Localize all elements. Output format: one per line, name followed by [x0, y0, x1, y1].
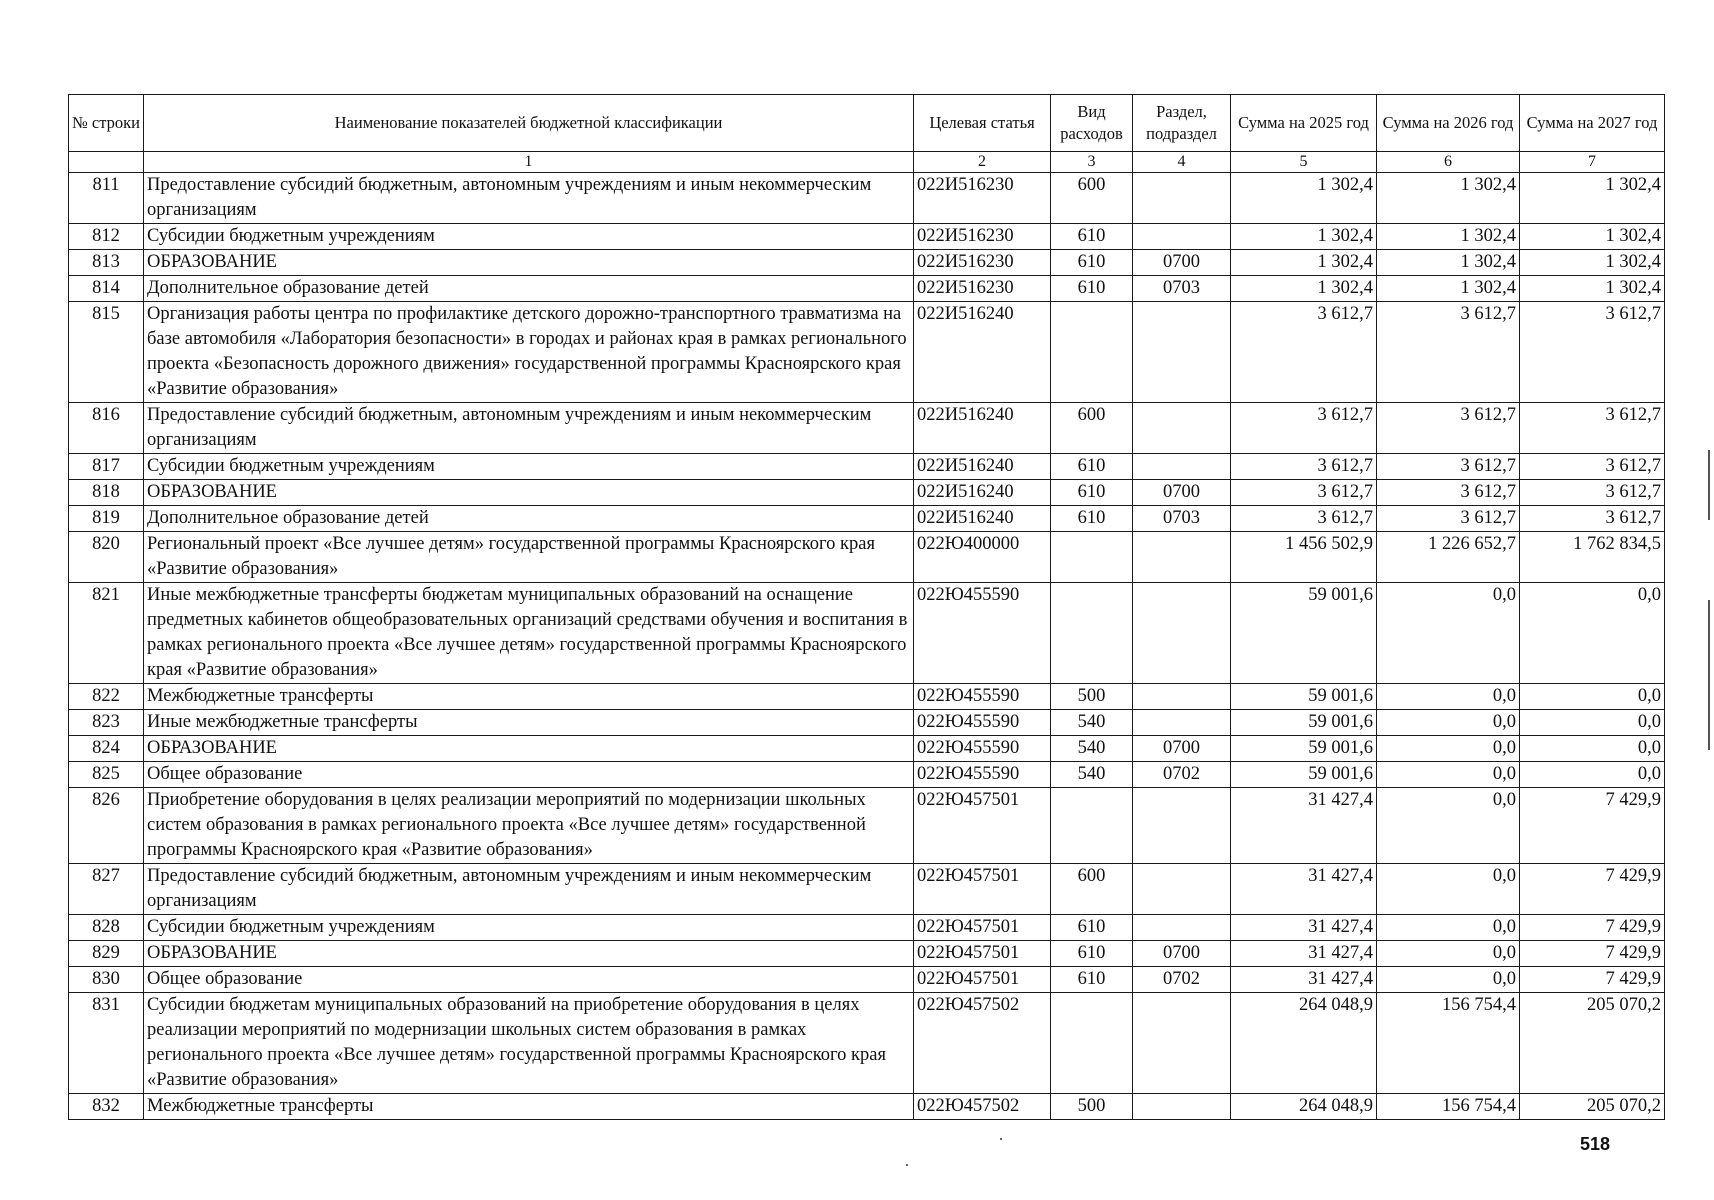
indicator-name: Субсидии бюджетным учреждениям	[144, 454, 914, 480]
expense-type: 500	[1051, 1094, 1133, 1120]
table-row	[69, 736, 1665, 762]
section-code	[1133, 532, 1231, 583]
table-row	[69, 710, 1665, 736]
sum-2027: 1 302,4	[1520, 276, 1665, 302]
header-sum-2026: Сумма на 2026 год	[1377, 95, 1520, 152]
expense-type: 610	[1051, 276, 1133, 302]
expense-type: 610	[1051, 506, 1133, 532]
target-article: 022И516240	[914, 302, 1051, 403]
column-number: 3	[1051, 152, 1133, 173]
sum-2027: 3 612,7	[1520, 454, 1665, 480]
sum-2026: 0,0	[1377, 710, 1520, 736]
expense-type: 610	[1051, 941, 1133, 967]
column-number: 2	[914, 152, 1051, 173]
target-article: 022Ю457501	[914, 941, 1051, 967]
target-article: 022И516230	[914, 276, 1051, 302]
row-number: 818	[69, 480, 144, 506]
indicator-name: Иные межбюджетные трансферты	[144, 710, 914, 736]
table-row	[69, 864, 1665, 915]
indicator-name: Общее образование	[144, 967, 914, 993]
section-code	[1133, 224, 1231, 250]
sum-2027: 0,0	[1520, 710, 1665, 736]
target-article: 022Ю457501	[914, 915, 1051, 941]
sum-2027: 205 070,2	[1520, 1094, 1665, 1120]
column-number: 4	[1133, 152, 1231, 173]
table-row	[69, 276, 1665, 302]
indicator-name: Субсидии бюджетным учреждениям	[144, 915, 914, 941]
sum-2027: 0,0	[1520, 583, 1665, 684]
column-number: 1	[144, 152, 914, 173]
table-row	[69, 967, 1665, 993]
target-article: 022Ю457501	[914, 788, 1051, 864]
sum-2027: 1 302,4	[1520, 250, 1665, 276]
indicator-name: Организация работы центра по профилактике детского дорожно-транспортного травматизма на базе автомобиля «Лаборатория безопасности» в городах и районах края в рамках регионального проекта «Безопасность дорожного движения» государственной программы Красноярского края «Развитие образования»	[144, 302, 914, 403]
table-row	[69, 250, 1665, 276]
column-number: 5	[1231, 152, 1377, 173]
row-number: 817	[69, 454, 144, 480]
sum-2025: 264 048,9	[1231, 993, 1377, 1094]
target-article: 022Ю455590	[914, 583, 1051, 684]
section-code	[1133, 915, 1231, 941]
sum-2026: 0,0	[1377, 941, 1520, 967]
sum-2025: 1 302,4	[1231, 173, 1377, 224]
row-number: 829	[69, 941, 144, 967]
section-code	[1133, 454, 1231, 480]
row-number: 822	[69, 684, 144, 710]
sum-2026: 0,0	[1377, 915, 1520, 941]
table-header-row	[69, 95, 1665, 152]
target-article: 022Ю457502	[914, 1094, 1051, 1120]
sum-2026: 3 612,7	[1377, 302, 1520, 403]
column-number: 7	[1520, 152, 1665, 173]
expense-type: 610	[1051, 967, 1133, 993]
target-article: 022И516240	[914, 403, 1051, 454]
sum-2026: 0,0	[1377, 967, 1520, 993]
section-code: 0700	[1133, 250, 1231, 276]
sum-2027: 0,0	[1520, 684, 1665, 710]
sum-2026: 3 612,7	[1377, 480, 1520, 506]
expense-type: 600	[1051, 864, 1133, 915]
indicator-name: Иные межбюджетные трансферты бюджетам муниципальных образований на оснащение предметных кабинетов общеобразовательных организаций средствами обучения и воспитания в рамках регионального проекта «Все лучшее детям» государственной программы Красноярского края «Развитие образования»	[144, 583, 914, 684]
row-number: 828	[69, 915, 144, 941]
section-code	[1133, 583, 1231, 684]
section-code: 0700	[1133, 941, 1231, 967]
scan-edge-mark	[1708, 600, 1710, 750]
sum-2026: 156 754,4	[1377, 1094, 1520, 1120]
section-code	[1133, 403, 1231, 454]
indicator-name: ОБРАЗОВАНИЕ	[144, 480, 914, 506]
row-number: 827	[69, 864, 144, 915]
table-body	[69, 173, 1665, 1120]
row-number: 815	[69, 302, 144, 403]
sum-2025: 1 302,4	[1231, 276, 1377, 302]
sum-2026: 1 302,4	[1377, 224, 1520, 250]
indicator-name: Региональный проект «Все лучшее детям» государственной программы Красноярского края «Развитие образования»	[144, 532, 914, 583]
sum-2026: 3 612,7	[1377, 506, 1520, 532]
expense-type	[1051, 583, 1133, 684]
target-article: 022И516240	[914, 454, 1051, 480]
row-number: 811	[69, 173, 144, 224]
expense-type: 540	[1051, 736, 1133, 762]
indicator-name: Субсидии бюджетам муниципальных образований на приобретение оборудования в целях реализации мероприятий по модернизации школьных систем образования в рамках регионального проекта «Все лучшее детям» государственной программы Красноярского края «Развитие образования»	[144, 993, 914, 1094]
sum-2027: 3 612,7	[1520, 506, 1665, 532]
section-code: 0700	[1133, 736, 1231, 762]
expense-type: 500	[1051, 684, 1133, 710]
expense-type: 540	[1051, 710, 1133, 736]
table-row	[69, 788, 1665, 864]
indicator-name: Общее образование	[144, 762, 914, 788]
expense-type	[1051, 788, 1133, 864]
sum-2027: 7 429,9	[1520, 967, 1665, 993]
target-article: 022Ю457501	[914, 864, 1051, 915]
sum-2027: 0,0	[1520, 762, 1665, 788]
expense-type	[1051, 532, 1133, 583]
column-number-empty	[69, 152, 144, 173]
sum-2027: 1 762 834,5	[1520, 532, 1665, 583]
sum-2027: 7 429,9	[1520, 788, 1665, 864]
row-number: 821	[69, 583, 144, 684]
indicator-name: ОБРАЗОВАНИЕ	[144, 736, 914, 762]
table-row	[69, 506, 1665, 532]
sum-2026: 1 302,4	[1377, 250, 1520, 276]
sum-2025: 59 001,6	[1231, 583, 1377, 684]
expense-type	[1051, 302, 1133, 403]
row-number: 820	[69, 532, 144, 583]
table-row	[69, 915, 1665, 941]
header-expense-type: Вид расходов	[1051, 95, 1133, 152]
header-sum-2025: Сумма на 2025 год	[1231, 95, 1377, 152]
sum-2026: 0,0	[1377, 583, 1520, 684]
section-code: 0703	[1133, 506, 1231, 532]
sum-2025: 31 427,4	[1231, 864, 1377, 915]
sum-2026: 1 226 652,7	[1377, 532, 1520, 583]
column-number: 6	[1377, 152, 1520, 173]
sum-2027: 0,0	[1520, 736, 1665, 762]
row-number: 826	[69, 788, 144, 864]
table-row	[69, 480, 1665, 506]
sum-2025: 59 001,6	[1231, 736, 1377, 762]
sum-2027: 3 612,7	[1520, 302, 1665, 403]
sum-2027: 7 429,9	[1520, 915, 1665, 941]
indicator-name: Предоставление субсидий бюджетным, автономным учреждениям и иным некоммерческим организациям	[144, 864, 914, 915]
sum-2025: 264 048,9	[1231, 1094, 1377, 1120]
expense-type: 610	[1051, 480, 1133, 506]
indicator-name: ОБРАЗОВАНИЕ	[144, 941, 914, 967]
sum-2025: 1 456 502,9	[1231, 532, 1377, 583]
scan-edge-mark	[1708, 450, 1710, 520]
section-code: 0702	[1133, 967, 1231, 993]
expense-type: 610	[1051, 454, 1133, 480]
section-code	[1133, 788, 1231, 864]
section-code	[1133, 1094, 1231, 1120]
sum-2026: 1 302,4	[1377, 276, 1520, 302]
sum-2025: 59 001,6	[1231, 710, 1377, 736]
sum-2025: 3 612,7	[1231, 403, 1377, 454]
expense-type: 610	[1051, 250, 1133, 276]
section-code: 0702	[1133, 762, 1231, 788]
sum-2025: 3 612,7	[1231, 302, 1377, 403]
scan-dust-dot	[906, 1164, 908, 1166]
sum-2025: 3 612,7	[1231, 454, 1377, 480]
table-row	[69, 454, 1665, 480]
section-code	[1133, 710, 1231, 736]
indicator-name: Приобретение оборудования в целях реализации мероприятий по модернизации школьных систем образования в рамках регионального проекта «Все лучшее детям» государственной программы Красноярского края «Развитие образования»	[144, 788, 914, 864]
row-number: 832	[69, 1094, 144, 1120]
budget-table	[68, 94, 1665, 1120]
expense-type: 610	[1051, 224, 1133, 250]
sum-2027: 205 070,2	[1520, 993, 1665, 1094]
section-code: 0700	[1133, 480, 1231, 506]
sum-2026: 1 302,4	[1377, 173, 1520, 224]
row-number: 819	[69, 506, 144, 532]
table-row	[69, 173, 1665, 224]
indicator-name: Субсидии бюджетным учреждениям	[144, 224, 914, 250]
sum-2025: 59 001,6	[1231, 762, 1377, 788]
sum-2026: 3 612,7	[1377, 403, 1520, 454]
expense-type: 540	[1051, 762, 1133, 788]
section-code	[1133, 173, 1231, 224]
row-number: 814	[69, 276, 144, 302]
sum-2026: 0,0	[1377, 684, 1520, 710]
table-row	[69, 224, 1665, 250]
sum-2026: 3 612,7	[1377, 454, 1520, 480]
indicator-name: ОБРАЗОВАНИЕ	[144, 250, 914, 276]
section-code	[1133, 993, 1231, 1094]
sum-2025: 31 427,4	[1231, 788, 1377, 864]
sum-2025: 1 302,4	[1231, 250, 1377, 276]
target-article: 022Ю455590	[914, 736, 1051, 762]
sum-2027: 3 612,7	[1520, 403, 1665, 454]
sum-2025: 31 427,4	[1231, 941, 1377, 967]
target-article: 022Ю457501	[914, 967, 1051, 993]
section-code	[1133, 684, 1231, 710]
indicator-name: Предоставление субсидий бюджетным, автономным учреждениям и иным некоммерческим организациям	[144, 403, 914, 454]
sum-2025: 3 612,7	[1231, 506, 1377, 532]
expense-type: 600	[1051, 403, 1133, 454]
target-article: 022И516240	[914, 480, 1051, 506]
header-row-number: № строки	[69, 95, 144, 152]
column-number-row	[69, 152, 1665, 173]
table-row	[69, 762, 1665, 788]
sum-2027: 7 429,9	[1520, 864, 1665, 915]
expense-type: 600	[1051, 173, 1133, 224]
row-number: 831	[69, 993, 144, 1094]
indicator-name: Межбюджетные трансферты	[144, 1094, 914, 1120]
sum-2026: 0,0	[1377, 788, 1520, 864]
target-article: 022И516230	[914, 250, 1051, 276]
header-target-article: Целевая статья	[914, 95, 1051, 152]
indicator-name: Межбюджетные трансферты	[144, 684, 914, 710]
target-article: 022Ю455590	[914, 710, 1051, 736]
header-name: Наименование показателей бюджетной классификации	[144, 95, 914, 152]
table-row	[69, 583, 1665, 684]
row-number: 830	[69, 967, 144, 993]
sum-2027: 1 302,4	[1520, 173, 1665, 224]
sum-2026: 0,0	[1377, 762, 1520, 788]
table-row	[69, 941, 1665, 967]
target-article: 022И516230	[914, 224, 1051, 250]
sum-2025: 3 612,7	[1231, 480, 1377, 506]
sum-2025: 31 427,4	[1231, 915, 1377, 941]
target-article: 022Ю455590	[914, 684, 1051, 710]
page-number: 518	[1580, 1134, 1611, 1154]
sum-2026: 0,0	[1377, 736, 1520, 762]
section-code	[1133, 864, 1231, 915]
expense-type	[1051, 993, 1133, 1094]
sum-2025: 31 427,4	[1231, 967, 1377, 993]
header-section: Раздел, подраздел	[1133, 95, 1231, 152]
scan-dust-dot	[1000, 1138, 1002, 1140]
target-article: 022Ю455590	[914, 762, 1051, 788]
indicator-name: Дополнительное образование детей	[144, 276, 914, 302]
indicator-name: Предоставление субсидий бюджетным, автономным учреждениям и иным некоммерческим организациям	[144, 173, 914, 224]
header-sum-2027: Сумма на 2027 год	[1520, 95, 1665, 152]
sum-2026: 156 754,4	[1377, 993, 1520, 1094]
row-number: 816	[69, 403, 144, 454]
expense-type: 610	[1051, 915, 1133, 941]
row-number: 813	[69, 250, 144, 276]
table-row	[69, 993, 1665, 1094]
target-article: 022И516230	[914, 173, 1051, 224]
target-article: 022И516240	[914, 506, 1051, 532]
row-number: 825	[69, 762, 144, 788]
section-code: 0703	[1133, 276, 1231, 302]
indicator-name: Дополнительное образование детей	[144, 506, 914, 532]
table-row	[69, 1094, 1665, 1120]
section-code	[1133, 302, 1231, 403]
sum-2025: 1 302,4	[1231, 224, 1377, 250]
table-row	[69, 684, 1665, 710]
table-row	[69, 532, 1665, 583]
table-row	[69, 302, 1665, 403]
target-article: 022Ю457502	[914, 993, 1051, 1094]
row-number: 824	[69, 736, 144, 762]
sum-2027: 1 302,4	[1520, 224, 1665, 250]
sum-2027: 3 612,7	[1520, 480, 1665, 506]
sum-2026: 0,0	[1377, 864, 1520, 915]
row-number: 812	[69, 224, 144, 250]
sum-2025: 59 001,6	[1231, 684, 1377, 710]
table-row	[69, 403, 1665, 454]
row-number: 823	[69, 710, 144, 736]
target-article: 022Ю400000	[914, 532, 1051, 583]
sum-2027: 7 429,9	[1520, 941, 1665, 967]
